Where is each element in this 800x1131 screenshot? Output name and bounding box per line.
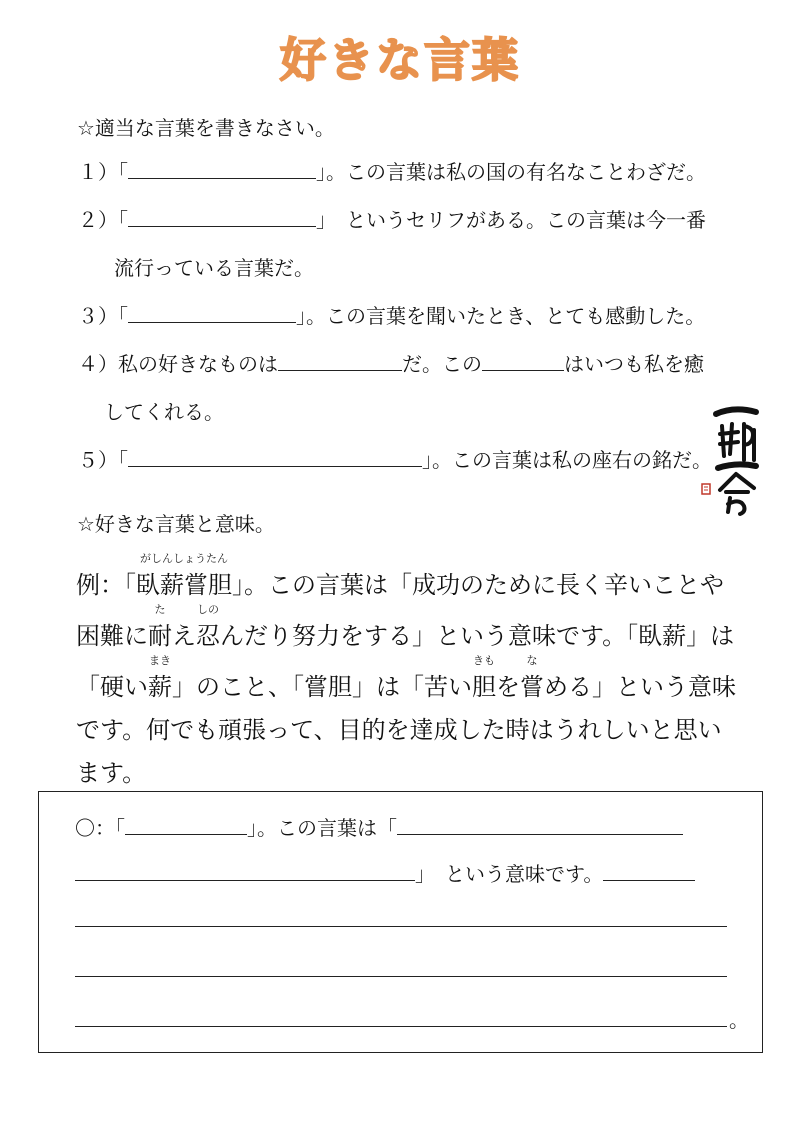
answer-row2-close: 」 [415, 862, 435, 886]
ruby-shinobu: しの 忍 [196, 603, 220, 650]
section1-heading: ☆適当な言葉を書きなさい。 [77, 116, 335, 140]
answer-row-1 [75, 814, 683, 842]
ruby-maki: まき 薪 [148, 654, 172, 701]
q5-open-bracket: 「 [118, 448, 128, 472]
example-word: がしんしょうたん 臥薪嘗胆 [136, 568, 232, 602]
q1-open-bracket: 「 [118, 160, 128, 184]
ruby-kimo: きも 胆 [472, 654, 496, 701]
answer-word-blank[interactable] [125, 814, 247, 835]
q1-text: この言葉は私の国の有名なことわざだ。 [346, 160, 706, 184]
q1-answer-blank[interactable] [128, 158, 316, 179]
q4-continuation: してくれる。 [104, 400, 224, 424]
q3-close-bracket: 」。 [296, 304, 326, 328]
answer-line-5[interactable] [75, 1026, 727, 1027]
question-1 [78, 158, 706, 186]
answer-line-4[interactable] [75, 976, 727, 977]
q2-open-bracket: 「 [118, 208, 128, 232]
q5-number: ５） [78, 448, 118, 472]
answer-mid-text: この言葉は「 [277, 816, 397, 840]
answer-row-2 [75, 860, 695, 888]
example-word-reading: がしんしょうたん [140, 552, 228, 565]
ruby-name: な 嘗 [520, 654, 544, 701]
ichigo-ichie-calligraphy-logo [700, 400, 760, 518]
q4-text-2: だ。この [402, 352, 482, 376]
q4-answer-blank-2[interactable] [482, 350, 564, 371]
example-line-1-text: 」。この言葉は「成功のために長く辛いことや [232, 571, 724, 599]
q3-number: ３） [78, 304, 118, 328]
answer-box [38, 791, 763, 1053]
example-line-4: です。何でも頑張って、目的を達成した時はうれしいと思い [76, 716, 722, 744]
q4-answer-blank-1[interactable] [278, 350, 402, 371]
q4-number: ４） [78, 352, 118, 376]
q2-number: ２） [78, 208, 118, 232]
example-prefix: 例：「 [76, 571, 136, 599]
q1-number: １） [78, 160, 118, 184]
example-line-3: 「硬い まき 薪」のこと、「嘗胆」は「苦い きも 胆を な 嘗める」という意味 [76, 670, 736, 704]
section2-heading: ☆好きな言葉と意味。 [77, 512, 275, 536]
q5-text: この言葉は私の座右の銘だ。 [452, 448, 712, 472]
question-5 [78, 446, 712, 474]
example-line-2: 困難に た 耐え しの 忍んだり努力をする」という意味です。「臥薪」は [76, 619, 734, 653]
q4-text-3: はいつも私を癒 [564, 352, 704, 376]
q2-answer-blank[interactable] [128, 206, 316, 227]
q2-close-bracket: 」 [316, 208, 336, 232]
answer-meaning-blank-2[interactable] [75, 860, 415, 881]
answer-line-3[interactable] [75, 926, 727, 927]
q2-text: というセリフがある。この言葉は今一番 [346, 208, 706, 232]
answer-meaning-blank-1[interactable] [397, 814, 683, 835]
page-title: 好きな言葉 [280, 33, 520, 87]
q5-close-bracket: 」。 [422, 448, 452, 472]
q4-text-1: 私の好きなものは [118, 352, 278, 376]
answer-prefix: 〇：「 [75, 816, 125, 840]
question-3 [78, 302, 705, 330]
answer-close: 」。 [247, 816, 277, 840]
example-line-5: ます。 [76, 759, 147, 787]
q3-answer-blank[interactable] [128, 302, 296, 323]
answer-row2-text: という意味です。 [445, 862, 604, 886]
q1-close-bracket: 」。 [316, 160, 346, 184]
ruby-taeru: た 耐 [148, 603, 172, 650]
q5-answer-blank[interactable] [128, 446, 422, 467]
example-line-1 [76, 552, 724, 602]
q2-continuation: 流行っている言葉だ。 [114, 256, 314, 280]
q3-open-bracket: 「 [118, 304, 128, 328]
calligraphy-icon [700, 400, 760, 518]
answer-extra-blank[interactable] [603, 860, 695, 881]
answer-end-mark: 。 [729, 1008, 749, 1032]
q3-text: この言葉を聞いたとき、とても感動した。 [326, 304, 706, 328]
question-2 [78, 206, 706, 234]
question-4 [78, 350, 704, 378]
